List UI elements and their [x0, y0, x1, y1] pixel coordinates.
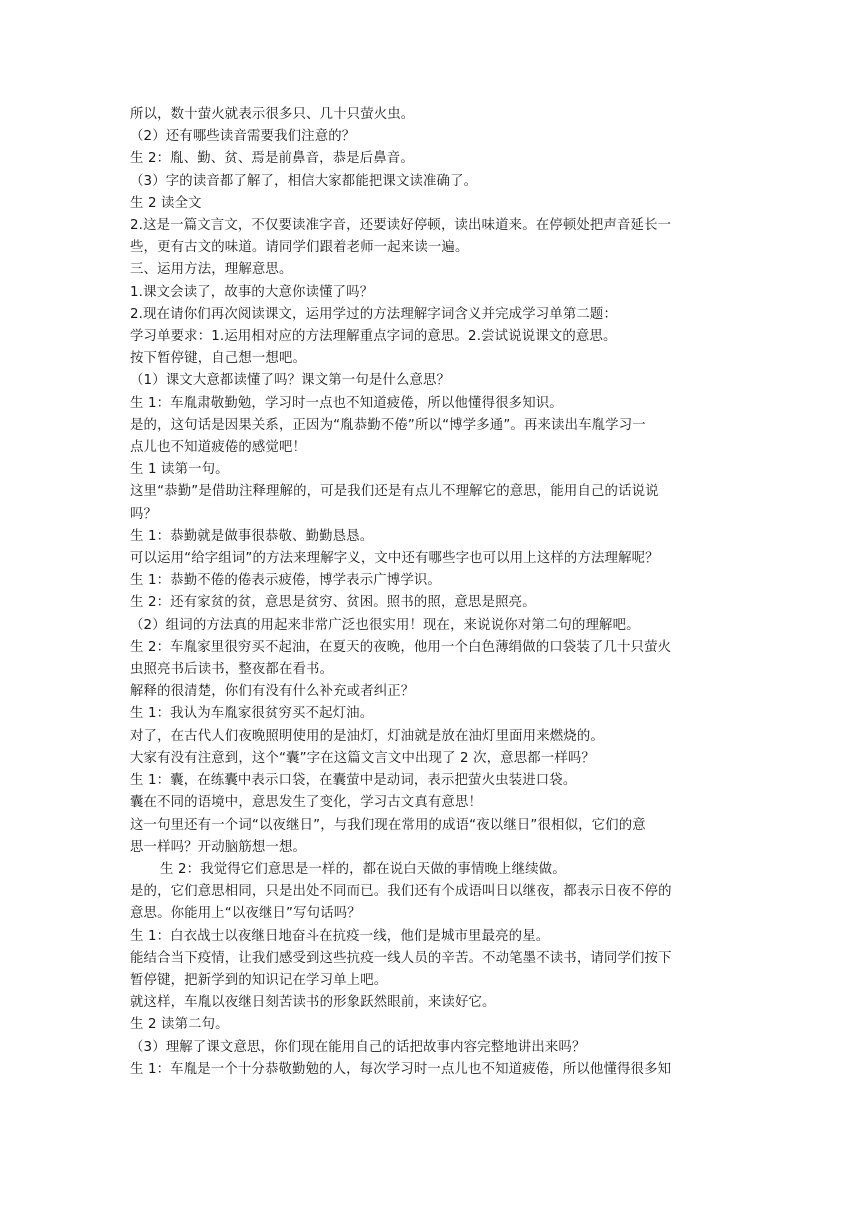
- section-heading: 三、运用方法，理解意思。: [130, 262, 293, 278]
- paragraph-line: 思一样吗？开动脑筋想一想。: [130, 839, 307, 855]
- paragraph-line: 是的，这句话是因果关系，正因为“胤恭勤不倦”所以“博学多通”。再来读出车胤学习一: [130, 417, 646, 433]
- paragraph-line: 能结合当下疫情，让我们感受到这些抗疫一线人员的辛苦。不动笔墨不读书，请同学们按下: [130, 950, 672, 966]
- paragraph-line: 暂停键，把新学到的知识记在学习单上吧。: [130, 972, 388, 988]
- paragraph-line: 生 2：胤、勤、贫、焉是前鼻音，恭是后鼻音。: [130, 151, 414, 167]
- paragraph-line: 生 2：还有家贫的贫，意思是贫穷、贫困。照书的照，意思是照亮。: [130, 595, 536, 611]
- paragraph-line: 这里“恭勤”是借助注释理解的，可是我们还是有点儿不理解它的意思，能用自己的话说说: [130, 484, 659, 500]
- paragraph-line: 是的，它们意思相同，只是出处不同而已。我们还有个成语叫日以继夜，都表示日夜不停的: [130, 884, 672, 900]
- paragraph-line: 解释的很清楚，你们有没有什么补充或者纠正？: [130, 684, 415, 700]
- paragraph-line: 可以运用“给字组词”的方法来理解字义，文中还有哪些字也可以用上这样的方法理解呢？: [130, 551, 659, 567]
- paragraph-line: 所以，数十萤火就表示很多只、几十只萤火虫。: [130, 107, 415, 122]
- paragraph-line: （2）组词的方法真的用起来非常广泛也很实用！现在，来说说你对第二句的理解吧。: [130, 617, 640, 633]
- paragraph-line: 生 1：车胤肃敬勤勉，学习时一点也不知道疲倦，所以他懂得很多知识。: [130, 395, 563, 411]
- paragraph-line: 大家有没有注意到，这个“囊”字在这篇文言文中出现了 2 次，意思都一样吗？: [130, 750, 595, 766]
- paragraph-line: 虫照亮书后读书，整夜都在看书。: [130, 662, 334, 678]
- paragraph-line: 生 1：恭勤不倦的倦表示疲倦，博学表示广博学识。: [130, 573, 441, 589]
- paragraph-line: 吗？: [130, 506, 158, 522]
- paragraph-line: 生 1：我认为车胤家很贫穷买不起灯油。: [130, 706, 374, 722]
- paragraph-line: 生 2 读全文: [130, 195, 202, 211]
- paragraph-line-indented: 生 2：我觉得它们意思是一样的，都在说白天做的事情晚上继续做。: [160, 861, 566, 877]
- paragraph-line: 学习单要求：1.运用相对应的方法理解重点字词的意思。2.尝试说说课文的意思。: [130, 329, 617, 345]
- paragraph-line: 生 1：白衣战士以夜继日地奋斗在抗疫一线，他们是城市里最亮的星。: [130, 928, 550, 944]
- paragraph-line: 意思。你能用上“以夜继日”写句话吗？: [130, 906, 361, 922]
- paragraph-line: 生 1：恭勤就是做事很恭敬、勤勤恳恳。: [130, 528, 374, 544]
- paragraph-line: 生 1：囊，在练囊中表示口袋，在囊萤中是动词，表示把萤火虫装进口袋。: [130, 773, 577, 789]
- paragraph-line: 生 2 读第二句。: [130, 1017, 229, 1033]
- paragraph-line: 生 1 读第一句。: [130, 462, 229, 478]
- paragraph-line: 就这样，车胤以夜继日刻苦读书的形象跃然眼前，来读好它。: [130, 995, 496, 1011]
- paragraph-line: 生 2：车胤家里很穷买不起油，在夏天的夜晚，他用一个白色薄绢做的口袋装了几十只萤火: [130, 639, 672, 655]
- paragraph-line: 2.现在请你们再次阅读课文，运用学过的方法理解字词含义并完成学习单第二题：: [130, 306, 617, 322]
- paragraph-line: 按下暂停键，自己想一想吧。: [130, 351, 307, 367]
- paragraph-line: 点儿也不知道疲倦的感觉吧！: [130, 440, 307, 456]
- paragraph-line: 囊在不同的语境中，意思发生了变化，学习古文真有意思！: [130, 795, 483, 811]
- paragraph-line: 2.这是一篇文言文，不仅要读准字音，还要读好停顿，读出味道来。在停顿处把声音延长一: [130, 218, 672, 234]
- paragraph-line: 生 1：车胤是一个十分恭敬勤勉的人，每次学习时一点儿也不知道疲倦，所以他懂得很多知: [130, 1061, 672, 1077]
- paragraph-line: 这一句里还有一个词“以夜继日”，与我们现在常用的成语“夜以继日”很相似，它们的意: [130, 817, 646, 833]
- paragraph-line: 对了，在古代人们夜晚照明使用的是油灯，灯油就是放在油灯里面用来燃烧的。: [130, 728, 604, 744]
- paragraph-line: （3）理解了课文意思，你们现在能用自己的话把故事内容完整地讲出来吗？: [130, 1039, 586, 1055]
- document-body: [130, 104, 735, 1081]
- paragraph-line: （3）字的读音都了解了，相信大家都能把课文读准确了。: [130, 173, 478, 189]
- paragraph-line: 1.课文会读了，故事的大意你读懂了吗？: [130, 284, 374, 300]
- paragraph-line: （2）还有哪些读音需要我们注意的？: [130, 129, 356, 145]
- paragraph-line: （1）课文大意都读懂了吗？课文第一句是什么意思？: [130, 373, 451, 389]
- paragraph-line: 些，更有古文的味道。请同学们跟着老师一起来读一遍。: [130, 240, 469, 256]
